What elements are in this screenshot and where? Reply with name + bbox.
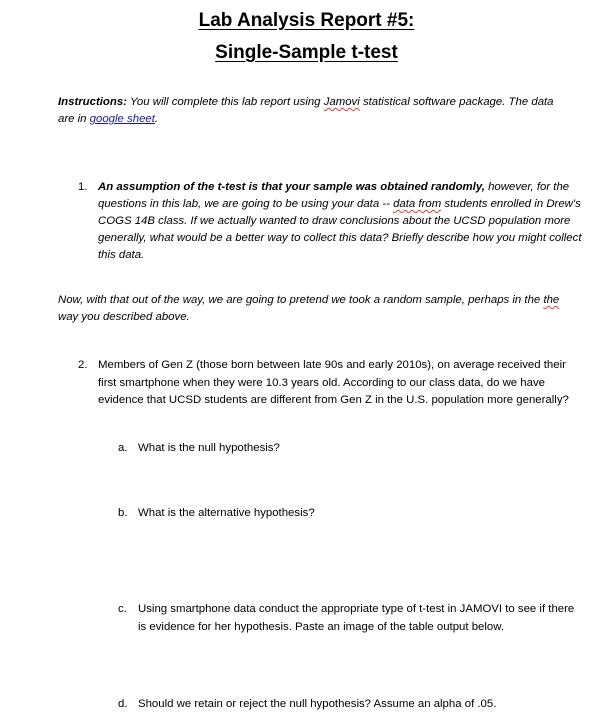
note-text-2: way you described above. <box>58 311 190 323</box>
instructions-text-2: statistical software package. The data are in <box>58 96 554 125</box>
question-1-text <box>98 179 582 264</box>
question-1-number: 1. <box>78 181 88 193</box>
jamovi-word: Jamovi <box>323 96 360 108</box>
question-2-number: 2. <box>78 359 88 371</box>
note-text: Now, with that out of the way, we are going to pretend we took a random sample, perhaps in the <box>58 294 544 306</box>
question-2c-text: Using smartphone data conduct the appropriate type of t-test in JAMOVI to see if there is evidence for her hypothesis. Paste an image of the table output below. <box>138 603 575 633</box>
instructions-paragraph <box>58 94 563 128</box>
instructions-label: Instructions: <box>58 96 127 108</box>
question-1-bold: An assumption of the t-test is that your sample was obtained randomly, <box>98 181 485 193</box>
question-2b-letter: b. <box>118 507 128 519</box>
question-2b-text: What is the alternative hypothesis? <box>138 507 315 519</box>
question-2c-letter: c. <box>118 603 127 615</box>
duplicate-word: the <box>543 294 560 306</box>
question-1-body: however, for the questions in this lab, we are going to be using your data -- <box>98 181 570 210</box>
question-2a-letter: a. <box>118 442 128 454</box>
question-1-body-2: students enrolled in Drew's COGS 14B class. If we actually wanted to draw conclusions about the UCSD population more generally, what would be a better way to collect this data? Briefly describe how you might collect this data. <box>98 198 582 261</box>
question-2d-text: Should we retain or reject the null hypothesis? Assume an alpha of .05. <box>138 698 497 710</box>
instructions-end: . <box>154 113 159 125</box>
instructions-text: You will complete this lab report using <box>126 96 324 108</box>
transition-note <box>58 292 566 326</box>
google-sheet-link[interactable]: google sheet <box>89 113 155 125</box>
question-2-text: Members of Gen Z (those born between late 90s and early 2010s), on average received their first smartphone when they were 10.3 years old. According to our class data, do we have evidence that UCSD students are different from Gen Z in the U.S. population more generally? <box>98 359 569 406</box>
data-from-phrase: data from <box>393 198 442 210</box>
question-2d-letter: d. <box>118 698 128 710</box>
report-subtitle: Single-Sample t-test <box>215 42 398 63</box>
report-title: Lab Analysis Report #5: <box>198 10 415 31</box>
question-2a-text: What is the null hypothesis? <box>138 442 280 454</box>
